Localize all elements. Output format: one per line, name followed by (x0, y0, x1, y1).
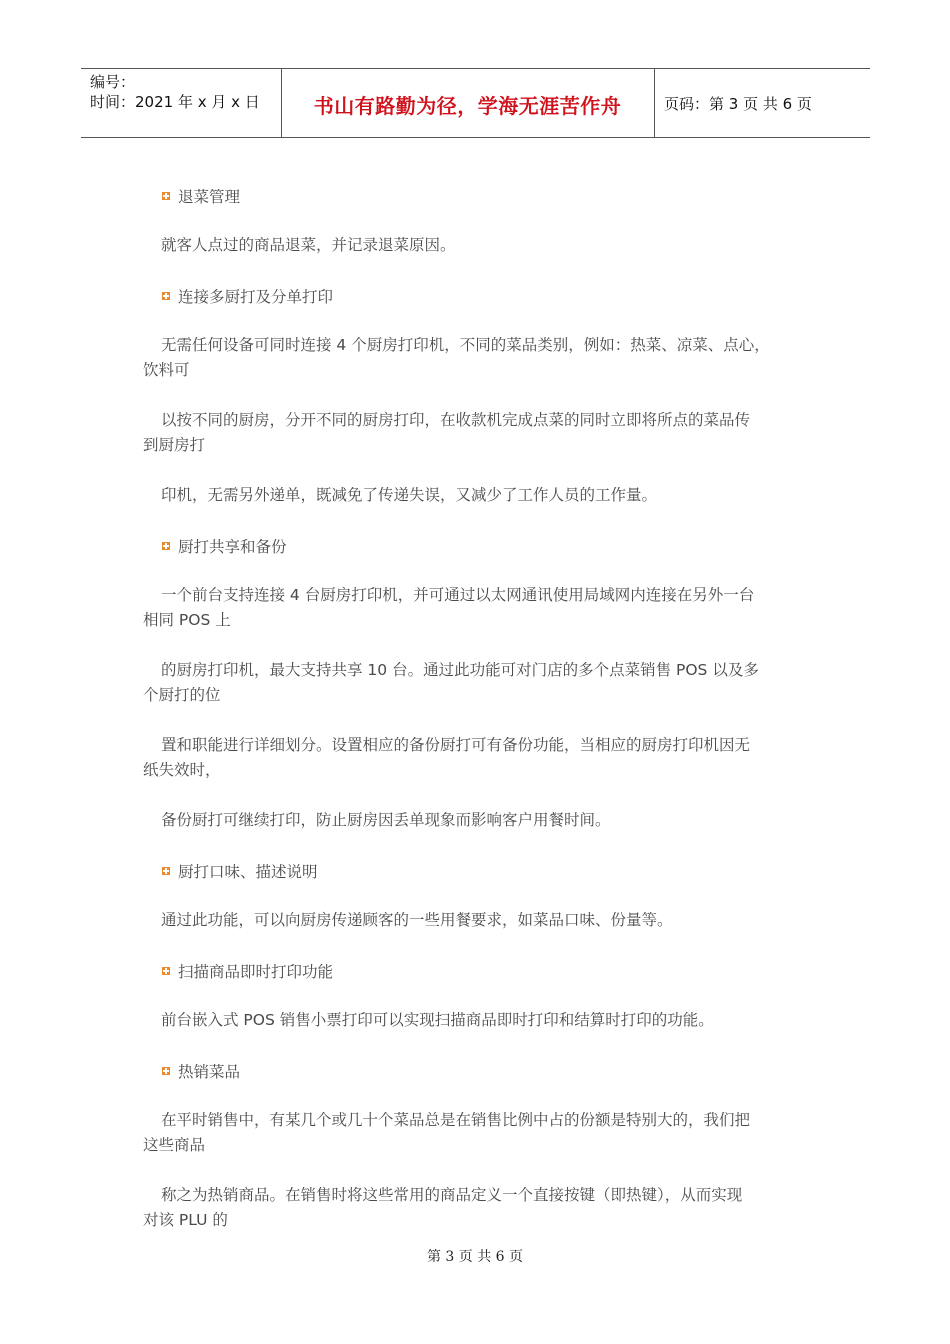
paragraph-line: 相同 POS 上 (143, 611, 231, 629)
section-heading (143, 858, 811, 883)
section-heading (143, 533, 811, 558)
header-page-label: 页码：第 3 页 共 6 页 (664, 95, 812, 113)
paragraph-line: 纸失效时， (143, 761, 221, 779)
document-body (143, 183, 811, 1233)
paragraph-line: 到厨房打 (143, 436, 206, 454)
paragraph (143, 483, 811, 508)
plus-square-bullet-icon (162, 192, 170, 200)
paragraph-line: 置和职能进行详细划分。设置相应的备份厨打可有备份功能，当相应的厨房打印机因无 (161, 736, 751, 754)
plus-square-bullet-icon (162, 1067, 170, 1075)
section-heading-text: 退菜管理 (178, 187, 241, 206)
section-heading-text: 连接多厨打及分单打印 (178, 287, 334, 306)
paragraph-line: 前台嵌入式 POS 销售小票打印可以实现扫描商品即时打印和结算时打印的功能。 (161, 1011, 714, 1029)
paragraph-line: 无需任何设备可同时连接 4 个厨房打印机，不同的菜品类别，例如：热菜、凉菜、点心， (161, 336, 770, 354)
paragraph-line: 备份厨打可继续打印，防止厨房因丢单现象而影响客户用餐时间。 (161, 811, 611, 829)
document-time-label: 时间：2021 年 x 月 x 日 (90, 93, 260, 111)
paragraph (143, 233, 811, 258)
paragraph (143, 908, 811, 933)
paragraph (143, 408, 811, 458)
plus-square-bullet-icon (162, 292, 170, 300)
paragraph-line: 这些商品 (143, 1136, 206, 1154)
header-motto: 书山有路勤为径，学海无涯苦作舟 (313, 94, 622, 118)
plus-square-bullet-icon (162, 867, 170, 875)
document-number-label: 编号： (90, 73, 136, 91)
paragraph (143, 333, 811, 383)
paragraph (143, 808, 811, 833)
paragraph (143, 1108, 811, 1158)
section-heading (143, 183, 811, 208)
paragraph (143, 1008, 811, 1033)
section-heading (143, 958, 811, 983)
section-heading (143, 283, 811, 308)
section-heading-text: 扫描商品即时打印功能 (178, 962, 334, 981)
paragraph-line: 以按不同的厨房，分开不同的厨房打印，在收款机完成点菜的同时立即将所点的菜品传 (161, 411, 751, 429)
paragraph (143, 658, 811, 708)
paragraph-line: 对该 PLU 的 (143, 1211, 228, 1229)
paragraph-line: 的厨房打印机，最大支持共享 10 台。通过此功能可对门店的多个点菜销售 POS 以及多 (161, 661, 759, 679)
paragraph-line: 在平时销售中，有某几个或几十个菜品总是在销售比例中占的份额是特别大的，我们把 (161, 1111, 751, 1129)
page-header (81, 68, 870, 138)
section-heading-text: 厨打共享和备份 (178, 537, 287, 556)
section-heading (143, 1058, 811, 1083)
plus-square-bullet-icon (162, 967, 170, 975)
paragraph-line: 个厨打的位 (143, 686, 221, 704)
paragraph-line: 一个前台支持连接 4 台厨房打印机，并可通过以太网通讯使用局域网内连接在另外一台 (161, 586, 755, 604)
paragraph-line: 印机，无需另外递单，既减免了传递失误，又减少了工作人员的工作量。 (161, 486, 658, 504)
section-heading-text: 热销菜品 (178, 1062, 241, 1081)
paragraph (143, 733, 811, 783)
header-divider (654, 69, 655, 137)
paragraph (143, 1183, 811, 1233)
paragraph-line: 称之为热销商品。在销售时将这些常用的商品定义一个直接按键（即热键），从而实现 (161, 1186, 743, 1204)
paragraph-line: 通过此功能，可以向厨房传递顾客的一些用餐要求，如菜品口味、份量等。 (161, 911, 673, 929)
paragraph-line: 就客人点过的商品退菜，并记录退菜原因。 (161, 236, 456, 254)
plus-square-bullet-icon (162, 542, 170, 550)
paragraph-line: 饮料可 (143, 361, 190, 379)
paragraph (143, 583, 811, 633)
section-heading-text: 厨打口味、描述说明 (178, 862, 318, 881)
page-footer: 第 3 页 共 6 页 (426, 1249, 524, 1265)
